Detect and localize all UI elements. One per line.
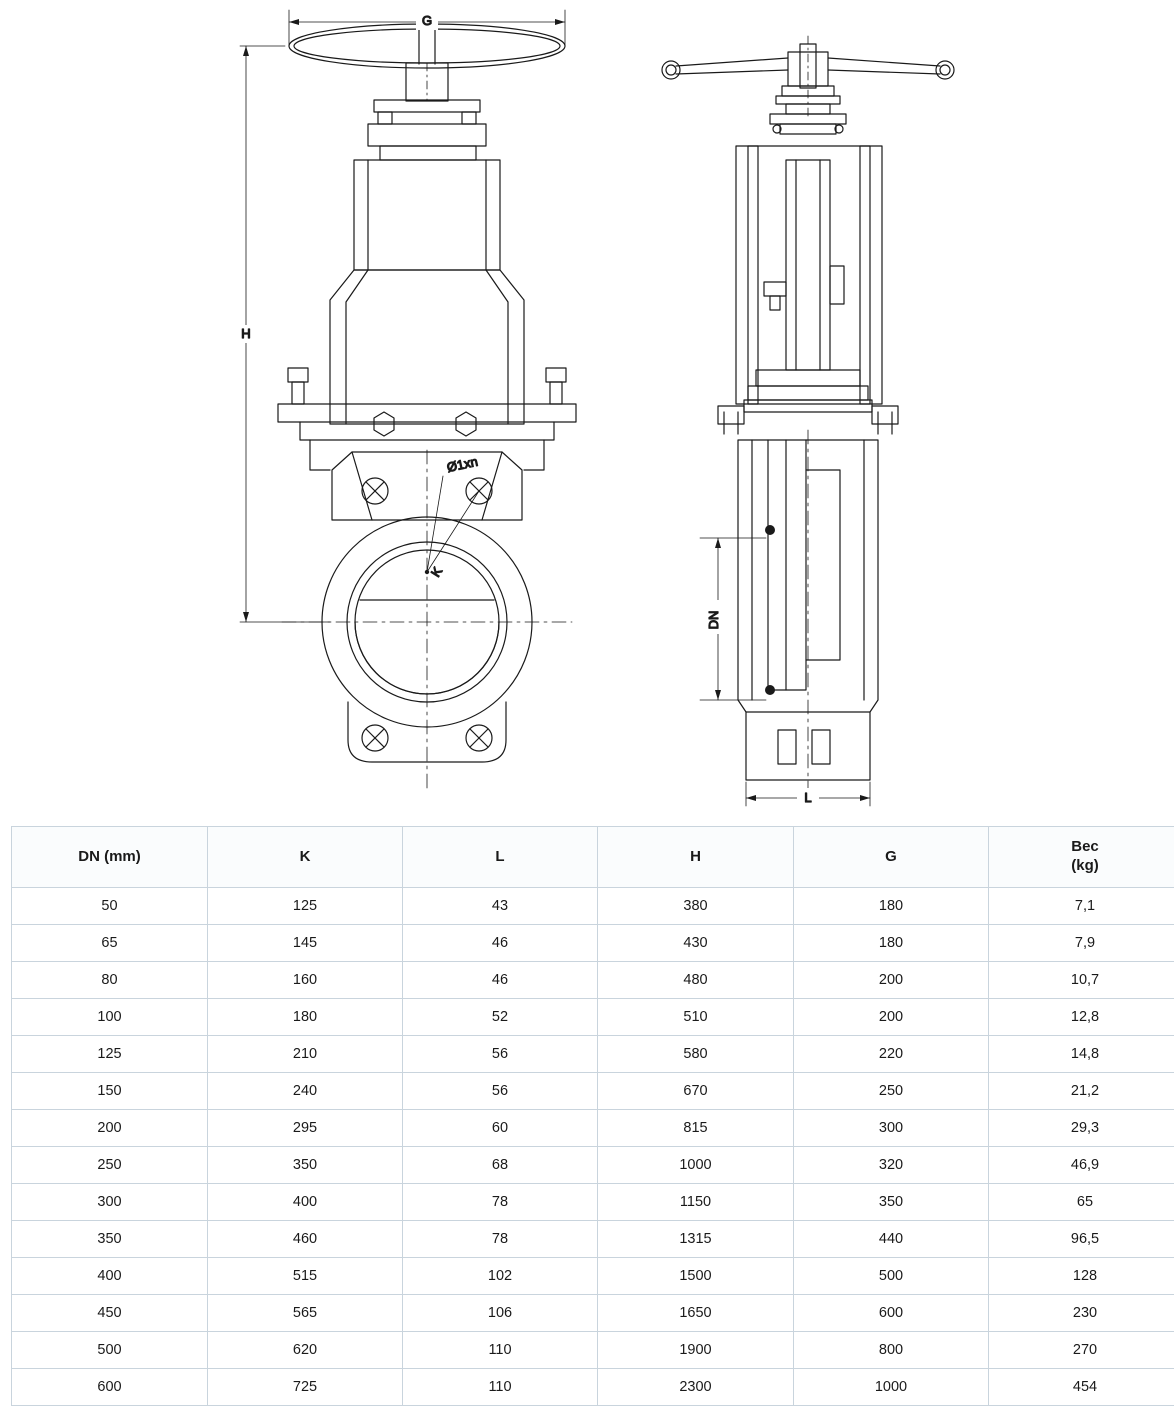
cell-l: 43 [403,888,598,925]
dimension-label-g: G [422,13,432,28]
header-bec-line2: (kg) [1071,857,1099,874]
cell-g: 800 [794,1332,989,1369]
cell-g: 600 [794,1295,989,1332]
gland-side [756,370,860,386]
cell-bec: 454 [989,1369,1174,1406]
header-l: L [403,827,598,888]
cell-dn: 450 [12,1295,208,1332]
cell-k: 145 [208,925,403,962]
cell-bec: 270 [989,1332,1174,1369]
cell-h: 1150 [598,1184,794,1221]
cell-h: 480 [598,962,794,999]
cell-k: 565 [208,1295,403,1332]
dimension-label-l: L [804,790,811,805]
table-row [12,1295,1174,1332]
table-row [12,1147,1174,1184]
cell-dn: 50 [12,888,208,925]
cell-k: 460 [208,1221,403,1258]
cell-l: 106 [403,1295,598,1332]
cell-h: 2300 [598,1369,794,1406]
table-row [12,888,1174,925]
header-g: G [794,827,989,888]
gate-side [768,440,806,690]
gland-bolt-side-left [718,406,744,424]
cell-k: 515 [208,1258,403,1295]
cell-l: 46 [403,925,598,962]
cell-g: 320 [794,1147,989,1184]
cell-bec: 46,9 [989,1147,1174,1184]
cell-k: 295 [208,1110,403,1147]
table-row [12,1184,1174,1221]
cell-h: 380 [598,888,794,925]
cell-bec: 230 [989,1295,1174,1332]
dimension-label-h: H [241,326,250,341]
cell-dn: 150 [12,1073,208,1110]
cell-g: 1000 [794,1369,989,1406]
cell-h: 1315 [598,1221,794,1258]
cell-bec: 21,2 [989,1073,1174,1110]
cell-h: 580 [598,1036,794,1073]
table-row [12,1073,1174,1110]
cell-k: 400 [208,1184,403,1221]
front-view [236,10,576,790]
leader-lines [425,476,479,574]
table-row [12,1110,1174,1147]
bonnet-column [354,160,500,270]
cell-bec: 14,8 [989,1036,1174,1073]
cell-l: 110 [403,1332,598,1369]
cell-h: 815 [598,1110,794,1147]
cell-l: 56 [403,1073,598,1110]
cell-dn: 250 [12,1147,208,1184]
cell-l: 56 [403,1036,598,1073]
cell-l: 102 [403,1258,598,1295]
cell-g: 250 [794,1073,989,1110]
cell-h: 1900 [598,1332,794,1369]
cell-g: 180 [794,888,989,925]
cell-dn: 125 [12,1036,208,1073]
handwheel-bar-right [828,58,940,66]
cell-dn: 65 [12,925,208,962]
seal-ring-bottom [765,685,775,695]
cell-h: 670 [598,1073,794,1110]
cell-k: 350 [208,1147,403,1184]
gate-stem [786,160,830,370]
cell-bec: 7,1 [989,888,1174,925]
table-row [12,999,1174,1036]
cell-k: 725 [208,1369,403,1406]
gland-bolt-left [288,368,308,382]
cell-l: 46 [403,962,598,999]
cell-l: 60 [403,1110,598,1147]
cell-k: 620 [208,1332,403,1369]
cell-dn: 80 [12,962,208,999]
cell-bec: 12,8 [989,999,1174,1036]
cell-bec: 65 [989,1184,1174,1221]
cell-l: 110 [403,1369,598,1406]
cell-k: 240 [208,1073,403,1110]
cell-dn: 200 [12,1110,208,1147]
table-row [12,1369,1174,1406]
cell-h: 1000 [598,1147,794,1184]
cell-dn: 300 [12,1184,208,1221]
cell-l: 78 [403,1221,598,1258]
cell-dn: 350 [12,1221,208,1258]
gland-plate [278,404,576,422]
cell-g: 200 [794,962,989,999]
cell-dn: 500 [12,1332,208,1369]
seal-ring-top [765,525,775,535]
cell-h: 430 [598,925,794,962]
cell-dn: 100 [12,999,208,1036]
cell-h: 1650 [598,1295,794,1332]
handwheel [289,24,565,68]
table-row [12,962,1174,999]
cell-l: 52 [403,999,598,1036]
cell-bec: 128 [989,1258,1174,1295]
handwheel-bar-left [676,58,788,66]
cell-g: 350 [794,1184,989,1221]
yoke-nut [368,124,486,146]
table-header-row [12,827,1174,888]
cell-bec: 29,3 [989,1110,1174,1147]
header-bec [989,827,1174,888]
cell-l: 68 [403,1147,598,1184]
header-bec-line1: Bec [1071,838,1099,855]
table-row [12,1332,1174,1369]
dimension-label-k: K [428,564,445,580]
cell-g: 300 [794,1110,989,1147]
cell-l: 78 [403,1184,598,1221]
cell-bec: 10,7 [989,962,1174,999]
cell-k: 210 [208,1036,403,1073]
cell-g: 180 [794,925,989,962]
cell-g: 500 [794,1258,989,1295]
cell-h: 1500 [598,1258,794,1295]
gland-bolt-side-right [872,406,898,424]
table-row [12,1221,1174,1258]
header-dn: DN (mm) [12,827,208,888]
table-row [12,1258,1174,1295]
gland-bolt-right [546,368,566,382]
cell-g: 440 [794,1221,989,1258]
side-view [662,36,954,806]
cell-dn: 600 [12,1369,208,1406]
yoke-nut-plate [374,100,480,112]
table-row [12,925,1174,962]
specification-table [11,826,1174,1406]
cell-dn: 400 [12,1258,208,1295]
dimension-label-holes: Ø1xn [446,454,480,475]
cell-k: 160 [208,962,403,999]
header-h: H [598,827,794,888]
cell-h: 510 [598,999,794,1036]
cell-bec: 7,9 [989,925,1174,962]
header-k: K [208,827,403,888]
table-row [12,1036,1174,1073]
yoke [330,270,524,424]
cell-k: 125 [208,888,403,925]
cell-g: 220 [794,1036,989,1073]
cell-bec: 96,5 [989,1221,1174,1258]
cell-k: 180 [208,999,403,1036]
specification-table-container [11,826,1163,1406]
cell-g: 200 [794,999,989,1036]
dimension-label-dn: DN [706,611,721,630]
